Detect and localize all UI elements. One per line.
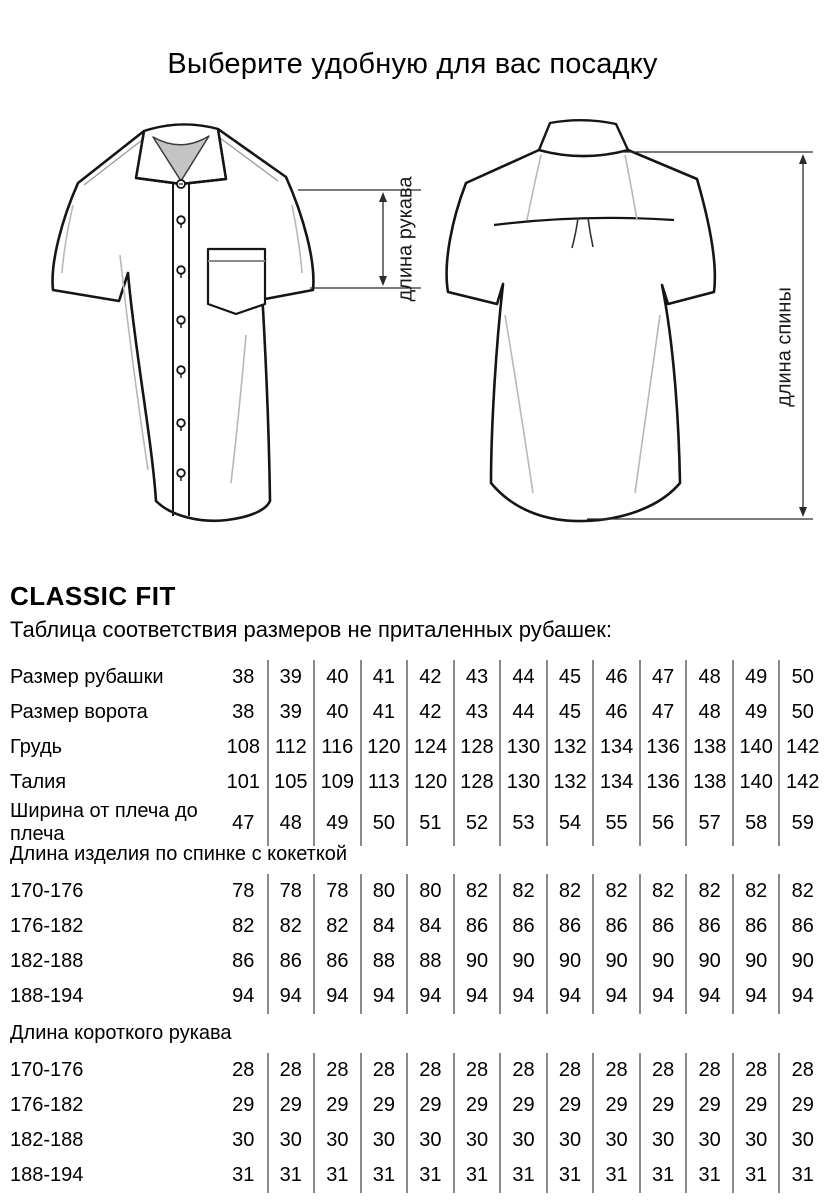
size-cell: 39 [267, 695, 314, 730]
shirt-back-drawing [435, 105, 825, 550]
size-cell: 94 [453, 979, 500, 1014]
size-cell: 48 [267, 800, 314, 846]
size-cell: 138 [685, 765, 732, 800]
size-cell: 108 [226, 736, 260, 758]
size-cell: 134 [592, 765, 639, 800]
size-cell: 86 [499, 909, 546, 944]
shirt-back-outline [447, 150, 715, 521]
size-cell: 86 [453, 909, 500, 944]
group-header: Длина короткого рукава [10, 1022, 232, 1044]
fit-heading: CLASSIC FIT [10, 581, 176, 611]
size-cell: 90 [639, 944, 686, 979]
page-title: Выберите удобную для вас посадку [167, 48, 658, 80]
table-row [10, 660, 825, 695]
size-cell: 29 [453, 1088, 500, 1123]
size-cell: 28 [453, 1053, 500, 1088]
size-cell: 31 [267, 1158, 314, 1193]
size-cell: 31 [685, 1158, 732, 1193]
size-cell: 49 [732, 660, 779, 695]
size-cell: 90 [778, 944, 825, 979]
size-cell: 38 [232, 666, 255, 688]
row-label: 188-194 [10, 985, 84, 1007]
size-cell: 82 [592, 874, 639, 909]
size-cell: 44 [499, 660, 546, 695]
size-cell: 30 [360, 1123, 407, 1158]
size-cell: 28 [639, 1053, 686, 1088]
size-cell: 30 [639, 1123, 686, 1158]
button [177, 180, 185, 188]
size-cell: 29 [406, 1088, 453, 1123]
size-cell: 53 [499, 800, 546, 846]
size-cell: 30 [499, 1123, 546, 1158]
size-cell: 86 [592, 909, 639, 944]
size-cell: 31 [453, 1158, 500, 1193]
size-cell: 43 [453, 695, 500, 730]
size-cell: 31 [406, 1158, 453, 1193]
size-cell: 30 [592, 1123, 639, 1158]
size-cell: 84 [406, 909, 453, 944]
size-cell: 42 [406, 695, 453, 730]
size-cell: 29 [732, 1088, 779, 1123]
size-cell: 29 [313, 1088, 360, 1123]
table-row [10, 730, 825, 765]
size-cell: 31 [546, 1158, 593, 1193]
chest-pocket [208, 249, 265, 314]
size-cell: 28 [685, 1053, 732, 1088]
size-cell: 82 [778, 874, 825, 909]
table-row [10, 944, 825, 979]
size-cell: 88 [360, 944, 407, 979]
size-cell: 28 [592, 1053, 639, 1088]
size-cell: 52 [453, 800, 500, 846]
size-cell: 31 [778, 1158, 825, 1193]
size-cell: 28 [313, 1053, 360, 1088]
size-cell: 29 [499, 1088, 546, 1123]
size-cell: 50 [778, 695, 825, 730]
size-cell: 48 [685, 660, 732, 695]
size-cell: 30 [313, 1123, 360, 1158]
size-cell: 86 [313, 944, 360, 979]
size-cell: 29 [639, 1088, 686, 1123]
size-cell: 94 [778, 979, 825, 1014]
size-cell: 80 [406, 874, 453, 909]
size-cell: 38 [232, 701, 255, 723]
size-cell: 94 [232, 985, 255, 1007]
table-row [10, 1088, 825, 1123]
size-cell: 130 [499, 765, 546, 800]
size-cell: 28 [267, 1053, 314, 1088]
size-cell: 59 [778, 800, 825, 846]
size-cell: 42 [406, 660, 453, 695]
group-header: Длина изделия по спинке с кокеткой [10, 843, 348, 865]
size-cell: 43 [453, 660, 500, 695]
size-cell: 54 [546, 800, 593, 846]
size-cell: 80 [360, 874, 407, 909]
size-cell: 94 [499, 979, 546, 1014]
size-cell: 82 [499, 874, 546, 909]
size-cell: 30 [406, 1123, 453, 1158]
size-cell: 29 [685, 1088, 732, 1123]
size-cell: 90 [592, 944, 639, 979]
size-cell: 120 [360, 730, 407, 765]
size-cell: 47 [639, 695, 686, 730]
size-cell: 140 [732, 730, 779, 765]
table-row [10, 1053, 825, 1088]
size-cell: 112 [267, 730, 314, 765]
size-cell: 30 [453, 1123, 500, 1158]
size-cell: 39 [267, 660, 314, 695]
size-cell: 31 [639, 1158, 686, 1193]
size-cell: 48 [685, 695, 732, 730]
size-cell: 94 [685, 979, 732, 1014]
size-cell: 57 [685, 800, 732, 846]
size-cell: 47 [232, 811, 255, 834]
size-cell: 142 [778, 765, 825, 800]
size-cell: 50 [778, 660, 825, 695]
size-cell: 46 [592, 695, 639, 730]
size-cell: 82 [685, 874, 732, 909]
size-cell: 30 [732, 1123, 779, 1158]
size-cell: 86 [732, 909, 779, 944]
size-cell: 109 [313, 765, 360, 800]
size-cell: 134 [592, 730, 639, 765]
size-cell: 29 [592, 1088, 639, 1123]
size-cell: 82 [546, 874, 593, 909]
row-label: Ширина от плеча до плеча [10, 800, 198, 845]
row-label: 182-188 [10, 950, 84, 972]
size-cell: 28 [499, 1053, 546, 1088]
size-cell: 29 [546, 1088, 593, 1123]
size-cell: 51 [406, 800, 453, 846]
table-row [10, 765, 825, 800]
shirt-front-drawing [40, 105, 425, 550]
size-cell: 101 [226, 771, 260, 793]
size-cell: 47 [639, 660, 686, 695]
size-cell: 31 [592, 1158, 639, 1193]
size-cell: 49 [313, 800, 360, 846]
size-cell: 40 [313, 660, 360, 695]
size-cell: 29 [360, 1088, 407, 1123]
size-cell: 86 [267, 944, 314, 979]
size-cell: 90 [732, 944, 779, 979]
size-cell: 82 [639, 874, 686, 909]
table-subtitle: Таблица соответствия размеров не приталенных рубашек: [10, 617, 612, 642]
size-cell: 41 [360, 660, 407, 695]
size-cell: 94 [360, 979, 407, 1014]
size-cell: 116 [313, 730, 360, 765]
size-cell: 29 [267, 1088, 314, 1123]
size-cell: 28 [232, 1059, 255, 1081]
size-cell: 58 [732, 800, 779, 846]
size-cell: 78 [232, 880, 255, 902]
row-label: Размер рубашки [10, 666, 164, 688]
size-cell: 55 [592, 800, 639, 846]
size-cell: 120 [406, 765, 453, 800]
size-cell: 29 [778, 1088, 825, 1123]
size-cell: 90 [685, 944, 732, 979]
size-cell: 82 [232, 915, 255, 937]
size-cell: 82 [732, 874, 779, 909]
table-row [10, 800, 825, 845]
size-cell: 30 [267, 1123, 314, 1158]
size-cell: 82 [313, 909, 360, 944]
row-label: Размер ворота [10, 701, 148, 723]
size-cell: 94 [732, 979, 779, 1014]
size-cell: 136 [639, 765, 686, 800]
size-cell: 56 [639, 800, 686, 846]
back-collar [539, 120, 628, 156]
size-cell: 136 [639, 730, 686, 765]
size-cell: 41 [360, 695, 407, 730]
size-cell: 94 [406, 979, 453, 1014]
table-row [10, 979, 825, 1014]
size-cell: 90 [546, 944, 593, 979]
size-cell: 88 [406, 944, 453, 979]
row-label: 176-182 [10, 1094, 84, 1116]
table-row [10, 874, 825, 909]
back-length-label: длина спины [773, 287, 796, 407]
size-cell: 94 [267, 979, 314, 1014]
size-cell: 86 [232, 950, 255, 972]
size-cell: 44 [499, 695, 546, 730]
size-cell: 28 [406, 1053, 453, 1088]
table-row [10, 695, 825, 730]
row-label: 170-176 [10, 1059, 84, 1081]
size-cell: 90 [453, 944, 500, 979]
table-row [10, 909, 825, 944]
size-cell: 31 [499, 1158, 546, 1193]
row-label: 176-182 [10, 915, 84, 937]
size-cell: 132 [546, 765, 593, 800]
size-cell: 78 [267, 874, 314, 909]
row-label: 188-194 [10, 1164, 84, 1186]
size-cell: 30 [778, 1123, 825, 1158]
size-cell: 28 [546, 1053, 593, 1088]
row-label: Грудь [10, 736, 63, 758]
size-cell: 45 [546, 695, 593, 730]
size-cell: 28 [778, 1053, 825, 1088]
size-cell: 31 [232, 1164, 255, 1186]
size-cell: 142 [778, 730, 825, 765]
size-cell: 94 [546, 979, 593, 1014]
size-cell: 31 [732, 1158, 779, 1193]
size-cell: 90 [499, 944, 546, 979]
row-label: 182-188 [10, 1129, 84, 1151]
size-cell: 84 [360, 909, 407, 944]
size-cell: 128 [453, 765, 500, 800]
size-cell: 28 [360, 1053, 407, 1088]
size-cell: 30 [232, 1129, 255, 1151]
row-label: 170-176 [10, 880, 84, 902]
size-table [10, 660, 825, 1193]
size-cell: 46 [592, 660, 639, 695]
size-cell: 86 [546, 909, 593, 944]
size-cell: 30 [546, 1123, 593, 1158]
size-cell: 82 [267, 909, 314, 944]
size-cell: 86 [778, 909, 825, 944]
row-label: Талия [10, 771, 67, 793]
table-row [10, 1158, 825, 1193]
size-cell: 29 [232, 1094, 255, 1116]
size-cell: 30 [685, 1123, 732, 1158]
size-cell: 49 [732, 695, 779, 730]
size-cell: 140 [732, 765, 779, 800]
size-cell: 105 [267, 765, 314, 800]
size-cell: 78 [313, 874, 360, 909]
size-cell: 40 [313, 695, 360, 730]
size-cell: 132 [546, 730, 593, 765]
size-cell: 94 [313, 979, 360, 1014]
sleeve-length-label: длина рукава [394, 176, 417, 302]
size-cell: 138 [685, 730, 732, 765]
size-cell: 128 [453, 730, 500, 765]
size-cell: 113 [360, 765, 407, 800]
table-row [10, 1123, 825, 1158]
size-cell: 94 [639, 979, 686, 1014]
size-cell: 45 [546, 660, 593, 695]
size-cell: 50 [360, 800, 407, 846]
size-cell: 86 [685, 909, 732, 944]
size-cell: 82 [453, 874, 500, 909]
size-cell: 86 [639, 909, 686, 944]
size-cell: 94 [592, 979, 639, 1014]
size-cell: 130 [499, 730, 546, 765]
size-cell: 28 [732, 1053, 779, 1088]
size-cell: 31 [313, 1158, 360, 1193]
size-cell: 31 [360, 1158, 407, 1193]
size-cell: 124 [406, 730, 453, 765]
